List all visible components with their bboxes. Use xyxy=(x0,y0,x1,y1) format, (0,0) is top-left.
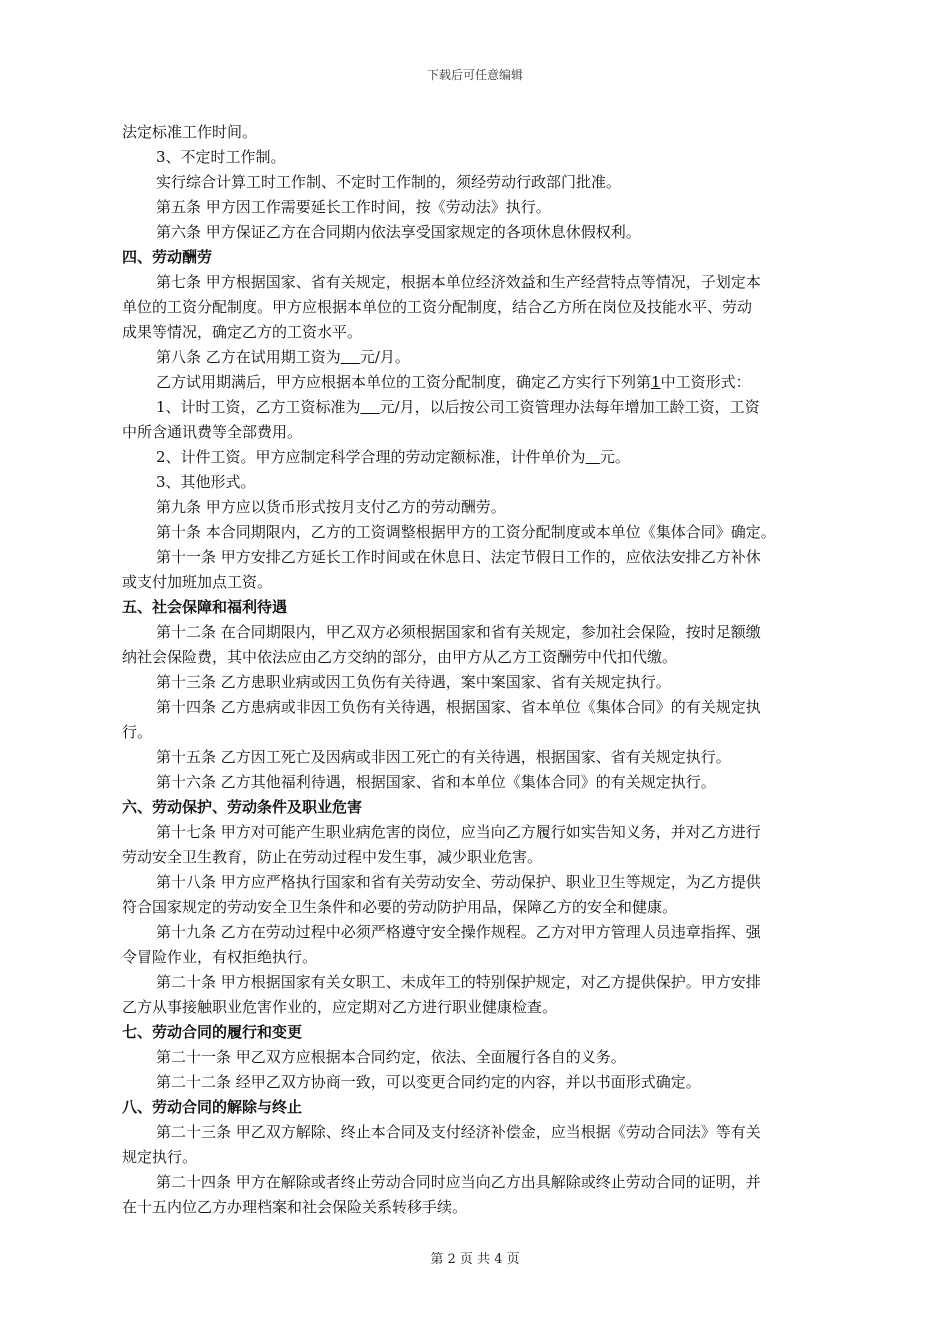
line-text: 劳动安全卫生教育，防止在劳动过程中发生事，减少职业危害。 xyxy=(122,848,543,866)
text-line xyxy=(122,1045,838,1070)
text-line xyxy=(122,845,838,870)
line-text: 第十六条 乙方其他福利待遇，根据国家、省和本单位《集体合同》的有关规定执行。 xyxy=(156,773,716,791)
text-line xyxy=(122,170,838,195)
line-text: 纳社会保险费，其中依法应由乙方交纳的部分，由甲方从乙方工资酬劳中代扣代缴。 xyxy=(122,648,678,666)
section-heading xyxy=(122,1095,838,1120)
text-line xyxy=(122,520,838,545)
line-text: 法定标准工作时间。 xyxy=(122,123,258,141)
fill-blank xyxy=(341,348,360,366)
text-line xyxy=(122,620,838,645)
line-text: 第八条 乙方在试用期工资为 xyxy=(156,348,341,366)
line-text: 第二十条 甲方根据国家有关女职工、未成年工的特别保护规定，对乙方提供保护。甲方安排 xyxy=(156,973,761,991)
text-line xyxy=(122,995,838,1020)
line-text: 令冒险作业，有权拒绝执行。 xyxy=(122,948,318,966)
line-text: 六、劳动保护、劳动条件及职业危害 xyxy=(122,798,363,816)
line-text: 3、不定时工作制。 xyxy=(156,148,286,166)
line-text: 第十五条 乙方因工死亡及因病或非因工死亡的有关待遇，根据国家、省有关规定执行。 xyxy=(156,748,731,766)
text-line xyxy=(122,545,838,570)
section-heading xyxy=(122,795,838,820)
line-text: 第二十三条 甲乙双方解除、终止本合同及支付经济补偿金，应当根据《劳动合同法》等有关 xyxy=(156,1123,761,1141)
line-text: 第十二条 在合同期限内，甲乙双方必须根据国家和省有关规定，参加社会保险，按时足额缴 xyxy=(156,623,761,641)
text-line xyxy=(122,570,838,595)
line-text: 第十三条 乙方患职业病或因工负伤有关待遇，案中案国家、省有关规定执行。 xyxy=(156,673,671,691)
line-text: 八、劳动合同的解除与终止 xyxy=(122,1098,303,1116)
text-line xyxy=(122,320,838,345)
text-line xyxy=(122,1120,838,1145)
line-text: 四、劳动酬劳 xyxy=(122,248,213,266)
line-text-after: 元。 xyxy=(599,448,630,466)
text-line xyxy=(122,1195,838,1220)
text-line xyxy=(122,445,838,470)
line-text: 七、劳动合同的履行和变更 xyxy=(122,1023,303,1041)
text-line xyxy=(122,870,838,895)
line-text: 1、计时工资，乙方工资标准为 xyxy=(156,398,361,416)
text-line xyxy=(122,145,838,170)
text-line xyxy=(122,270,838,295)
line-text: 第二十一条 甲乙双方应根据本合同约定，依法、全面履行各自的义务。 xyxy=(156,1048,626,1066)
line-text: 符合国家规定的劳动安全卫生条件和必要的劳动防护用品，保障乙方的安全和健康。 xyxy=(122,898,678,916)
line-text: 2、计件工资。甲方应制定科学合理的劳动定额标准，计件单价为 xyxy=(156,448,586,466)
text-line xyxy=(122,770,838,795)
page-header: 下载后可任意编辑 xyxy=(426,68,523,82)
line-text: 第十四条 乙方患病或非因工负伤有关待遇，根据国家、省本单位《集体合同》的有关规定执 xyxy=(156,698,761,716)
text-line xyxy=(122,470,838,495)
line-text: 行。 xyxy=(122,723,153,741)
fill-blank xyxy=(361,398,380,416)
document-body xyxy=(122,120,838,1220)
line-text: 中所含通讯费等全部费用。 xyxy=(122,423,303,441)
line-text: 实行综合计算工时工作制、不定时工作制的，须经劳动行政部门批准。 xyxy=(156,173,622,191)
text-line xyxy=(122,670,838,695)
text-line xyxy=(122,370,838,395)
fill-blank xyxy=(586,448,600,466)
text-line xyxy=(122,695,838,720)
line-text: 第六条 甲方保证乙方在合同期内依法享受国家规定的各项休息休假权利。 xyxy=(156,223,641,241)
text-line xyxy=(122,495,838,520)
text-line xyxy=(122,220,838,245)
text-line xyxy=(122,1070,838,1095)
line-text: 在十五内位乙方办理档案和社会保险关系转移手续。 xyxy=(122,1198,468,1216)
line-text: 或支付加班加点工资。 xyxy=(122,573,273,591)
text-line xyxy=(122,295,838,320)
line-text-after: 元/月，以后按公司工资管理办法每年增加工龄工资，工资 xyxy=(379,398,760,416)
line-text: 第五条 甲方因工作需要延长工作时间，按《劳动法》执行。 xyxy=(156,198,551,216)
text-line xyxy=(122,195,838,220)
text-line xyxy=(122,720,838,745)
section-heading xyxy=(122,1020,838,1045)
line-text: 乙方从事接触职业危害作业的，应定期对乙方进行职业健康检查。 xyxy=(122,998,558,1016)
line-text: 第十九条 乙方在劳动过程中必须严格遵守安全操作规程。乙方对甲方管理人员违章指挥、强 xyxy=(156,923,761,941)
text-line xyxy=(122,645,838,670)
text-line xyxy=(122,895,838,920)
section-heading xyxy=(122,245,838,270)
fill-blank: 1 xyxy=(651,373,661,391)
line-text: 第二十二条 经甲乙双方协商一致，可以变更合同约定的内容，并以书面形式确定。 xyxy=(156,1073,701,1091)
section-heading xyxy=(122,595,838,620)
text-line xyxy=(122,970,838,995)
page-footer: 第 2 页 共 4 页 xyxy=(430,1252,520,1267)
line-text: 第十一条 甲方安排乙方延长工作时间或在休息日、法定节假日工作的，应依法安排乙方补休 xyxy=(156,548,761,566)
text-line xyxy=(122,120,838,145)
line-text: 第七条 甲方根据国家、省有关规定，根据本单位经济效益和生产经营特点等情况，子划定本 xyxy=(156,273,761,291)
line-text: 第九条 甲方应以货币形式按月支付乙方的劳动酬劳。 xyxy=(156,498,506,516)
line-text: 第十条 本合同期限内，乙方的工资调整根据甲方的工资分配制度或本单位《集体合同》确定。 xyxy=(156,523,776,541)
line-text: 第十八条 甲方应严格执行国家和省有关劳动安全、劳动保护、职业卫生等规定，为乙方提供 xyxy=(156,873,761,891)
text-line xyxy=(122,1170,838,1195)
text-line xyxy=(122,345,838,370)
text-line xyxy=(122,920,838,945)
line-text-after: 中工资形式： xyxy=(660,373,751,391)
text-line xyxy=(122,945,838,970)
text-line xyxy=(122,395,838,420)
line-text: 成果等情况，确定乙方的工资水平。 xyxy=(122,323,363,341)
line-text: 五、社会保障和福利待遇 xyxy=(122,598,288,616)
line-text: 乙方试用期满后，甲方应根据本单位的工资分配制度，确定乙方实行下列第 xyxy=(156,373,652,391)
line-text: 规定执行。 xyxy=(122,1148,198,1166)
text-line xyxy=(122,420,838,445)
text-line xyxy=(122,745,838,770)
line-text: 第二十四条 甲方在解除或者终止劳动合同时应当向乙方出具解除或终止劳动合同的证明，并 xyxy=(156,1173,761,1191)
text-line xyxy=(122,1145,838,1170)
line-text-after: 元/月。 xyxy=(359,348,410,366)
line-text: 3、其他形式。 xyxy=(156,473,256,491)
line-text: 第十七条 甲方对可能产生职业病危害的岗位，应当向乙方履行如实告知义务，并对乙方进行 xyxy=(156,823,761,841)
line-text: 单位的工资分配制度。甲方应根据本单位的工资分配制度，结合乙方所在岗位及技能水平、劳动 xyxy=(122,298,753,316)
text-line xyxy=(122,820,838,845)
